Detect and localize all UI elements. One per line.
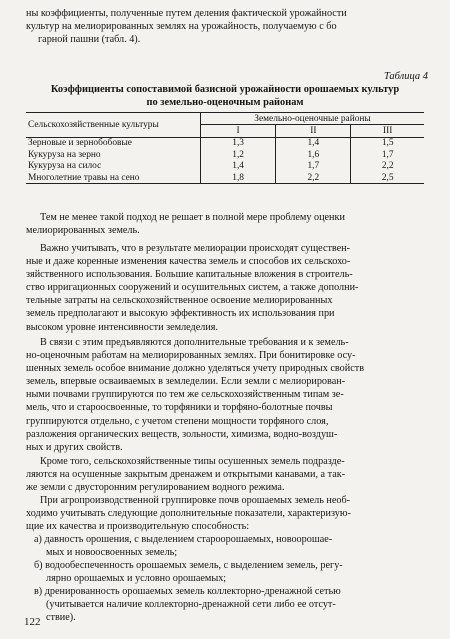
- paragraph: [26, 242, 424, 334]
- table-title-line: по земельно-оценочным районам: [146, 97, 304, 108]
- table-label: Таблица 4: [383, 71, 428, 82]
- district-header: I: [201, 125, 276, 137]
- text-line: В связи с этим предъявляются дополнительные требования и к земель-: [40, 337, 349, 348]
- crop-column-header: Сельскохозяйственные культуры: [26, 113, 201, 138]
- text-line: мых и новоосвоенных земель;: [46, 547, 178, 559]
- coefficient-cell: 1,7: [276, 161, 351, 172]
- coefficient-cell: 1,4: [201, 161, 276, 172]
- text-line: в) дренированность орошаемых земель коллекторно-дренажной сетью: [34, 586, 341, 597]
- text-line: земель, впервые осваиваемых в земледелии. Если земли с мелиорирован-: [26, 376, 346, 388]
- coefficient-cell: 1,5: [351, 137, 424, 149]
- intro-paragraph: [26, 7, 424, 46]
- text-line: ных и других свойств.: [26, 441, 123, 453]
- coefficients-table: [26, 112, 424, 184]
- text-line: но-оценочным работам на мелиорированных землях. При бонитировке осу-: [26, 350, 356, 362]
- text-line: ствие).: [46, 612, 76, 624]
- list-item: [26, 559, 424, 585]
- text-line: ходимо учитывать следующие дополнительные показатели, характеризую-: [26, 508, 351, 520]
- coefficient-cell: 1,6: [276, 149, 351, 160]
- coefficient-cell: 1,2: [201, 149, 276, 160]
- table-title: [26, 83, 424, 109]
- text-line: шенных земель особое внимание должно уделяться учету природных свойств: [26, 363, 365, 375]
- text-line: Тем не менее такой подход не решает в полной мере проблему оценки: [40, 212, 345, 223]
- crop-name: Зерновые и зернобобовые: [28, 138, 132, 149]
- coefficient-cell: 2,5: [351, 172, 424, 184]
- table-row: [26, 137, 424, 149]
- district-header: II: [276, 125, 351, 137]
- coefficient-cell: 1,7: [351, 149, 424, 160]
- district-header: III: [351, 125, 424, 137]
- table-title-line: Коэффициенты сопоставимой базисной урожайности орошаемых культур: [50, 84, 400, 95]
- list-item: [26, 533, 424, 559]
- table-row: [26, 161, 424, 172]
- intro-line: ны коэффициенты, полученные путем деления фактической урожайности: [26, 8, 347, 19]
- crop-name: Кукуруза на силос: [28, 161, 102, 172]
- text-line: зяйственного использования. Большие капитальные вложения в строитель-: [26, 269, 353, 281]
- paragraph: [26, 494, 424, 533]
- text-line: ляются на осушенные закрытым дренажем и открытыми канавами, а так-: [26, 469, 346, 481]
- coefficient-cell: 1,3: [201, 137, 276, 149]
- paragraph: [26, 211, 424, 237]
- text-line: разложения органических веществ, зольности, химизма, водно-воздуш-: [26, 428, 338, 440]
- text-line: а) давность орошения, с выделением староорошаемых, новоорошае-: [34, 534, 333, 545]
- paragraph: [26, 336, 424, 454]
- text-line: Кроме того, сельскохозяйственные типы осушенных земель подразде-: [40, 456, 345, 467]
- text-line: Важно учитывать, что в результате мелиорации происходят существен-: [40, 243, 351, 254]
- text-line: лярно орошаемых и условно орошаемых;: [46, 573, 227, 585]
- table-row: [26, 149, 424, 160]
- text-line: тельные затраты на сельскохозяйственное освоение мелиорированных: [26, 295, 333, 307]
- closing-paragraph: [60, 600, 424, 613]
- intro-line: культур на мелиорированных землях на урожайность, получаемую с бо: [26, 21, 337, 33]
- coefficient-cell: 2,2: [276, 172, 351, 184]
- text-line: мель, что и староосвоенные, то торфяники и торфяно-болотные почвы: [26, 402, 333, 414]
- text-line: (учитывается наличие коллекторно-дренажной сети либо ее отсут-: [46, 599, 336, 611]
- crop-name: Кукуруза на зерно: [28, 149, 101, 160]
- text-line: же земли с двусторонним регулированием водного режима.: [26, 482, 285, 494]
- table-row: [26, 172, 424, 184]
- paragraph: [26, 455, 424, 494]
- intro-line: гарной пашни (табл. 4).: [38, 34, 141, 46]
- page-number: 122: [24, 616, 41, 628]
- crop-name: Многолетние травы на сено: [26, 172, 201, 184]
- text-line: земель предполагают и высокую эффективность их использования при: [26, 308, 335, 320]
- text-line: б) водообеспеченность орошаемых земель, с выделением земель, регу-: [34, 560, 343, 571]
- text-line: При агропроизводственной группировке почв орошаемых земель необ-: [40, 495, 351, 506]
- coefficient-cell: 2,2: [351, 161, 424, 172]
- districts-group-header: Земельно-оценочные районы: [201, 113, 425, 125]
- coefficient-cell: 1,8: [201, 172, 276, 184]
- coefficient-cell: 1,4: [276, 137, 351, 149]
- text-line: ство ирригационных сооружений и осушительных систем, а также дополни-: [26, 282, 359, 294]
- text-line: ными почвами группируются по тем же сельскохозяйственным типам зе-: [26, 389, 344, 401]
- text-line: группируются отдельно, с учетом степени мощности торфяного слоя,: [26, 415, 329, 427]
- text-line: мелиорированных земель.: [26, 225, 140, 237]
- text-line: высоком уровне интенсивности земледелия.: [26, 321, 219, 333]
- text-line: щие их качества и производительную способность:: [26, 521, 250, 533]
- text-line: ные и даже коренные изменения качества земель и способов их сельскохо-: [26, 256, 351, 268]
